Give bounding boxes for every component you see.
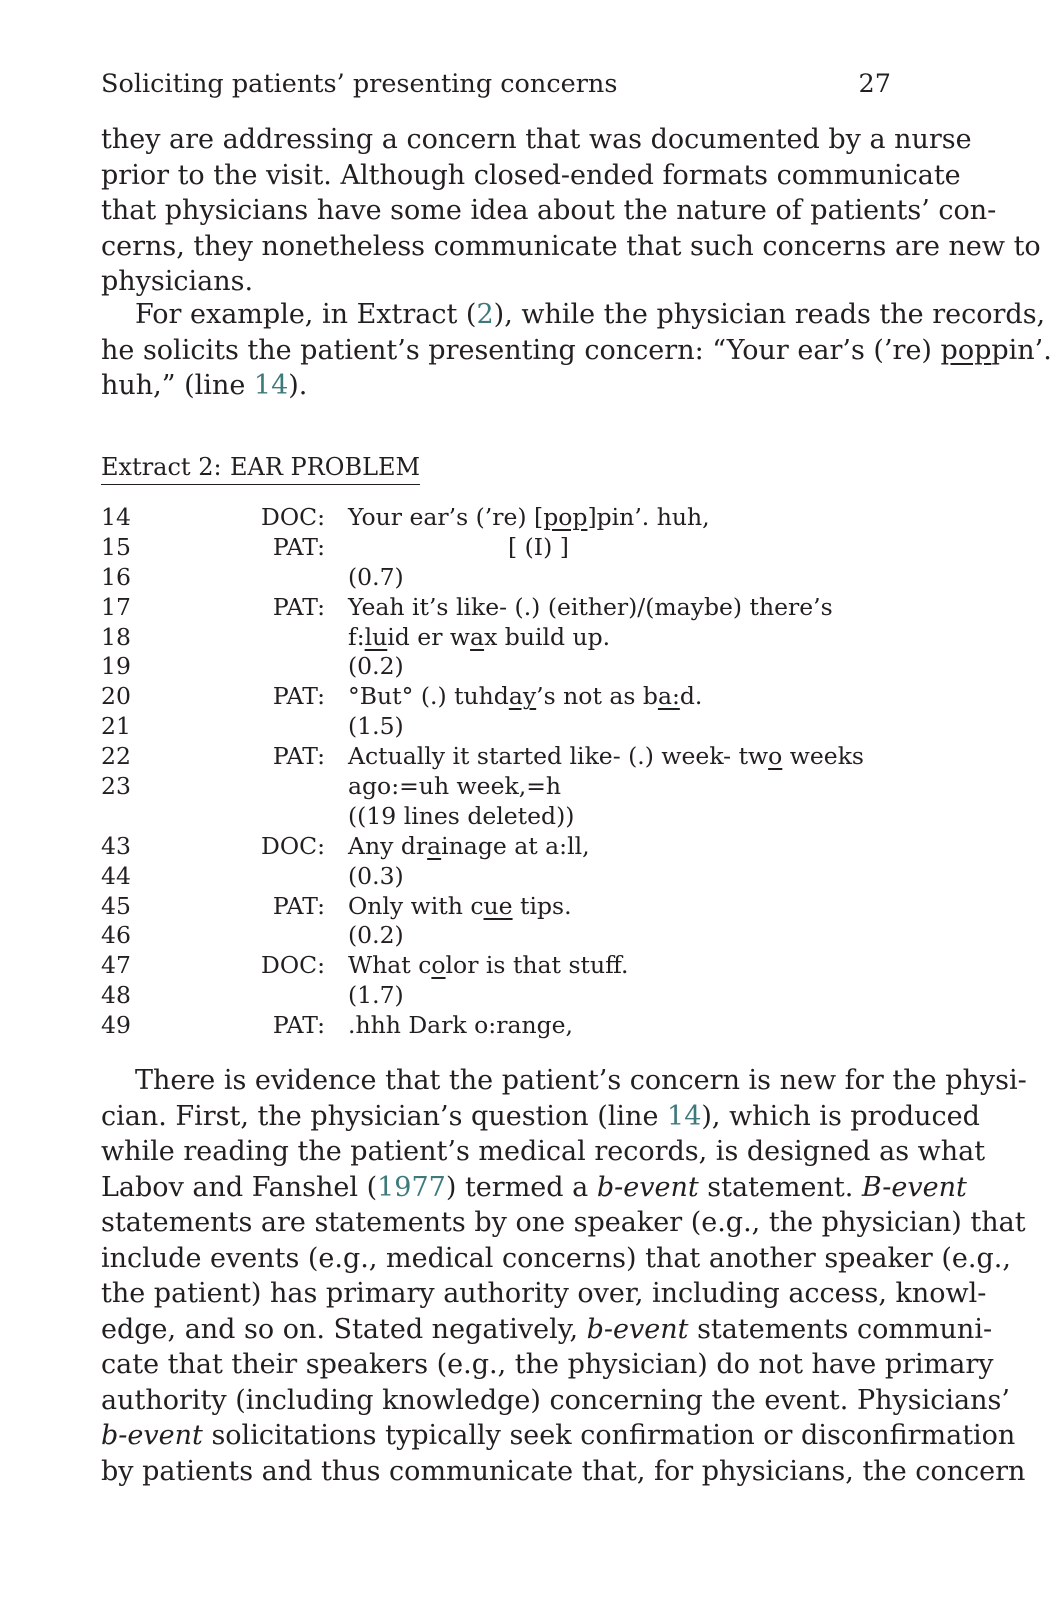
line-number: 44 (101, 861, 131, 890)
text-line: b-event solicitations typically seek confirmation or disconfirmation (101, 1420, 1016, 1451)
utterance: f:luid er wax build up. (348, 622, 611, 651)
pause: (0.3) (348, 861, 404, 890)
text-line: authority (including knowledge) concerning the event. Physicians’ (101, 1384, 1010, 1416)
transcript-line (101, 652, 801, 682)
line-number: 20 (101, 682, 131, 711)
transcript-line (101, 802, 801, 832)
pause: (0.7) (348, 562, 404, 591)
extract-heading (101, 450, 420, 485)
text-line: by patients and thus communicate that, for physicians, the concern (101, 1455, 1026, 1487)
text-line: statements are statements by one speaker (e.g., the physician) that (101, 1207, 1026, 1238)
transcript-line (101, 712, 801, 742)
speaker: DOC: (260, 503, 325, 531)
pause: (0.2) (348, 921, 404, 950)
transcript-line (101, 1011, 801, 1041)
line-number: 16 (101, 562, 131, 591)
utterance: [ (I) ] (508, 532, 569, 561)
text-line: the patient) has primary authority over, including access, knowl- (101, 1278, 987, 1309)
transcript-line (101, 772, 801, 802)
line-number: 15 (101, 532, 131, 561)
transcript-line (101, 563, 801, 593)
transcript-line (101, 892, 801, 922)
text-line: include events (e.g., medical concerns) that another speaker (e.g., (101, 1242, 1011, 1274)
text-line: Labov and Fanshel (1977) termed a b-event statement. B-event (101, 1171, 967, 1203)
transcript (101, 503, 864, 1041)
line-number: 17 (101, 592, 131, 621)
utterance: ago:=uh week,=h (348, 772, 562, 801)
utterance: Any drainage at a:ll, (348, 831, 590, 860)
utterance: What color is that stuff. (348, 951, 629, 980)
utterance: Actually it started like- (.) week- two weeks (348, 742, 864, 771)
text-line: cerns, they nonetheless communicate that such concerns are new to (101, 230, 1041, 262)
extract-reference-link[interactable]: 2 (476, 299, 494, 330)
speaker: PAT: (272, 682, 325, 711)
paragraph-3 (101, 1063, 1027, 1489)
citation-link[interactable]: 1977 (377, 1171, 446, 1203)
speaker: DOC: (260, 831, 325, 860)
utterance: .hhh Dark o:range, (348, 1011, 574, 1040)
text-line: while reading the patient’s medical records, is designed as what (101, 1136, 986, 1167)
line-number: 46 (101, 921, 131, 950)
transcript-line (101, 951, 801, 981)
speaker: PAT: (272, 592, 325, 621)
transcript-line (101, 533, 801, 563)
text-line: he solicits the patient’s presenting concern: “Your ear’s (’re) poppin’. (101, 334, 1052, 366)
page-number: 27 (858, 69, 891, 99)
speaker: PAT: (272, 742, 325, 771)
transcript-line (101, 832, 801, 862)
line-reference-link[interactable]: 14 (667, 1100, 702, 1132)
transcript-line (101, 623, 801, 653)
text-line: that physicians have some idea about the nature of patients’ con- (101, 195, 997, 226)
line-number: 14 (101, 503, 131, 531)
text-line: edge, and so on. Stated negatively, b-event statements communi- (101, 1313, 993, 1345)
line-number: 43 (101, 831, 131, 860)
pause: (1.5) (348, 712, 404, 741)
line-number: 19 (101, 652, 131, 681)
text-line: prior to the visit. Although closed-ended formats communicate (101, 159, 961, 191)
text-line: physicians. (101, 266, 254, 297)
utterance: °But° (.) tuhday’s not as ba:d. (348, 682, 703, 711)
text-line: huh,” (line 14). (101, 370, 308, 401)
paragraph-2 (101, 297, 1052, 404)
utterance: Yeah it’s like- (.) (either)/(maybe) there’s (348, 592, 833, 621)
line-number: 22 (101, 742, 131, 771)
transcript-line (101, 981, 801, 1011)
transcript-line (101, 921, 801, 951)
transcript-line (101, 503, 801, 533)
line-number: 21 (101, 712, 131, 741)
text-line: they are addressing a concern that was documented by a nurse (101, 124, 972, 155)
text-line: There is evidence that the patient’s concern is new for the physi- (135, 1065, 1027, 1096)
running-head (101, 64, 891, 104)
text-line: For example, in Extract (2), while the physician reads the records, (135, 299, 1046, 330)
pause: (1.7) (348, 981, 404, 1010)
line-number: 47 (101, 951, 131, 980)
extract-title: EAR PROBLEM (230, 453, 421, 481)
line-number: 49 (101, 1011, 131, 1040)
running-head-title: Soliciting patients’ presenting concerns (101, 69, 618, 99)
speaker: PAT: (272, 891, 325, 920)
text-line: cate that their speakers (e.g., the physician) do not have primary (101, 1349, 994, 1380)
line-number: 18 (101, 622, 131, 651)
text-line: cian. First, the physician’s question (line 14), which is produced (101, 1100, 980, 1132)
transcript-line (101, 742, 864, 772)
paragraph-1 (101, 122, 1041, 300)
pause: (0.2) (348, 652, 404, 681)
speaker: PAT: (272, 532, 325, 561)
speaker: DOC: (260, 951, 325, 980)
line-number: 23 (101, 772, 131, 801)
deleted-lines-note: ((19 lines deleted)) (348, 801, 575, 830)
transcript-line (101, 862, 801, 892)
transcript-line (101, 682, 801, 712)
utterance: Only with cue tips. (348, 891, 572, 920)
line-number: 48 (101, 981, 131, 1010)
line-reference-link[interactable]: 14 (253, 370, 289, 401)
extract-label: Extract 2: (101, 453, 222, 481)
utterance: Your ear’s (’re) [pop]pin’. huh, (348, 503, 710, 531)
line-number: 45 (101, 891, 131, 920)
speaker: PAT: (272, 1011, 325, 1040)
transcript-line (101, 592, 833, 623)
